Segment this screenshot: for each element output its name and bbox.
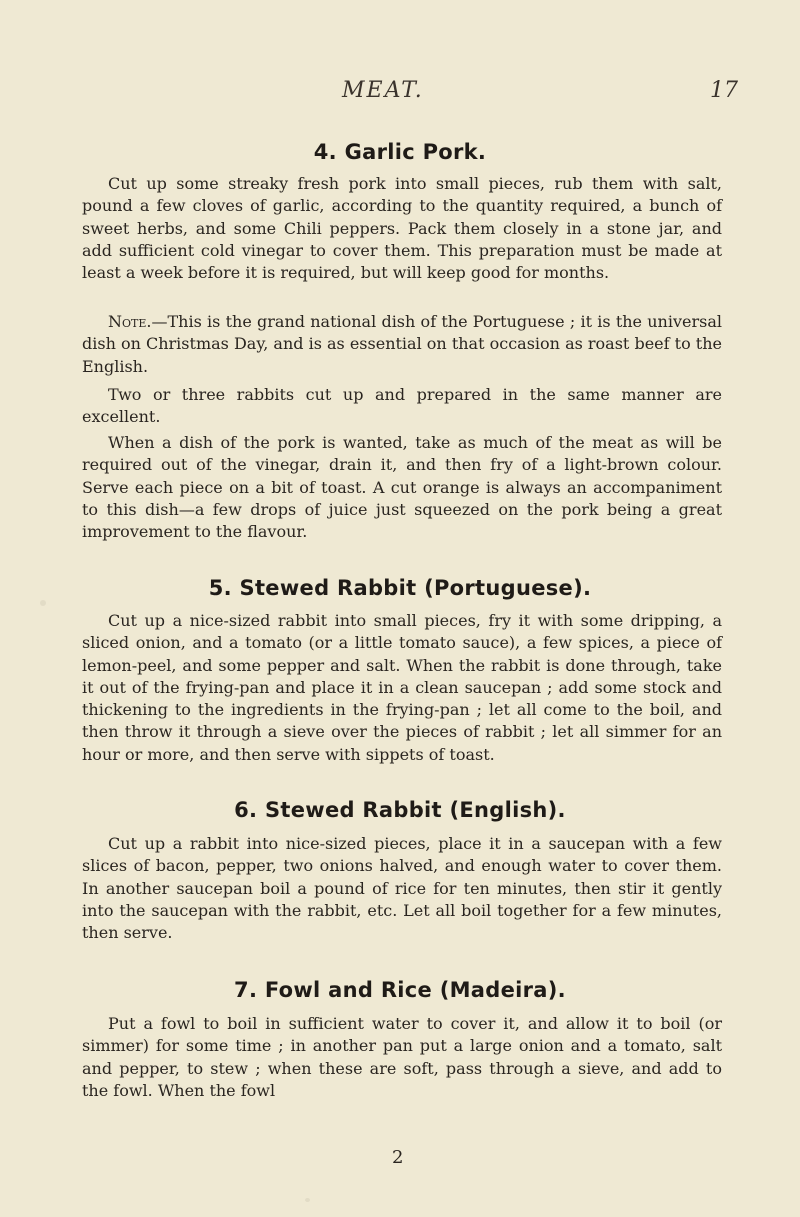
note-text: —This is the grand national dish of the Portuguese ; it is the universal dish on Christmas Day, and is as essential on that occasion as roast beef to the English. <box>82 312 722 376</box>
running-head <box>0 78 800 108</box>
running-head-title: MEAT. <box>342 78 424 103</box>
recipe-note <box>82 311 722 378</box>
recipe-paragraph: Cut up a rabbit into nice-sized pieces, place it in a saucepan with a few slices of bacon, pepper, two onions halved, and enough water to cover them. In another saucepan boil a pound of rice for ten minutes, then stir it gently into the saucepan with the rabbit, etc. Let all boil together for a few minutes, then serve. <box>82 834 722 943</box>
paper-spot <box>305 1198 310 1202</box>
signature-mark: 2 <box>392 1147 404 1168</box>
page-number: 17 <box>710 78 738 103</box>
recipe-paragraph: When a dish of the pork is wanted, take as much of the meat as will be required out of the vinegar, drain it, and then fry of a light-brown colour. Serve each piece on a bit of toast. A cut orange is always an accompaniment to this dish—a few drops of juice just squeezed on the pork being a great improvement to the flavour. <box>82 433 722 542</box>
recipe-paragraph: Put a fowl to boil in sufficient water to cover it, and allow it to boil (or simmer) for some time ; in another pan put a large onion and a tomato, salt and pepper, to stew ; when these are soft, pass through a sieve, and add to the fowl. When the fowl <box>82 1014 722 1100</box>
recipe-heading-garlic-pork: 4. Garlic Pork. <box>313 140 487 164</box>
paper-spot <box>40 600 46 606</box>
recipe-heading-stewed-rabbit-english: 6. Stewed Rabbit (English). <box>234 798 566 822</box>
note-label: Note. <box>108 312 152 331</box>
recipe-paragraph: Cut up some streaky fresh pork into small pieces, rub them with salt, pound a few cloves of garlic, according to the quantity required, a bunch of sweet herbs, and some Chili peppers. Pack them closely in a stone jar, and add sufficient cold vinegar to cover them. This preparation must be made at least a week before it is required, but will keep good for months. <box>82 174 722 283</box>
recipe-paragraph: Cut up a nice-sized rabbit into small pieces, fry it with some dripping, a sliced onion, and a tomato (or a little tomato sauce), a few spices, a piece of lemon-peel, and some pepper and salt. When the rabbit is done through, take it out of the frying-pan and place it in a clean saucepan ; add some stock and thickening to the ingredients in the frying-pan ; let all come to the boil, and then throw it through a sieve over the pieces of rabbit ; let all simmer for an hour or more, and then serve with sippets of toast. <box>82 611 722 764</box>
recipe-heading-stewed-rabbit-portuguese: 5. Stewed Rabbit (Portuguese). <box>208 576 592 600</box>
recipe-heading-fowl-and-rice: 7. Fowl and Rice (Madeira). <box>234 978 566 1002</box>
recipe-paragraph: Two or three rabbits cut up and prepared in the same manner are excellent. <box>82 385 722 427</box>
